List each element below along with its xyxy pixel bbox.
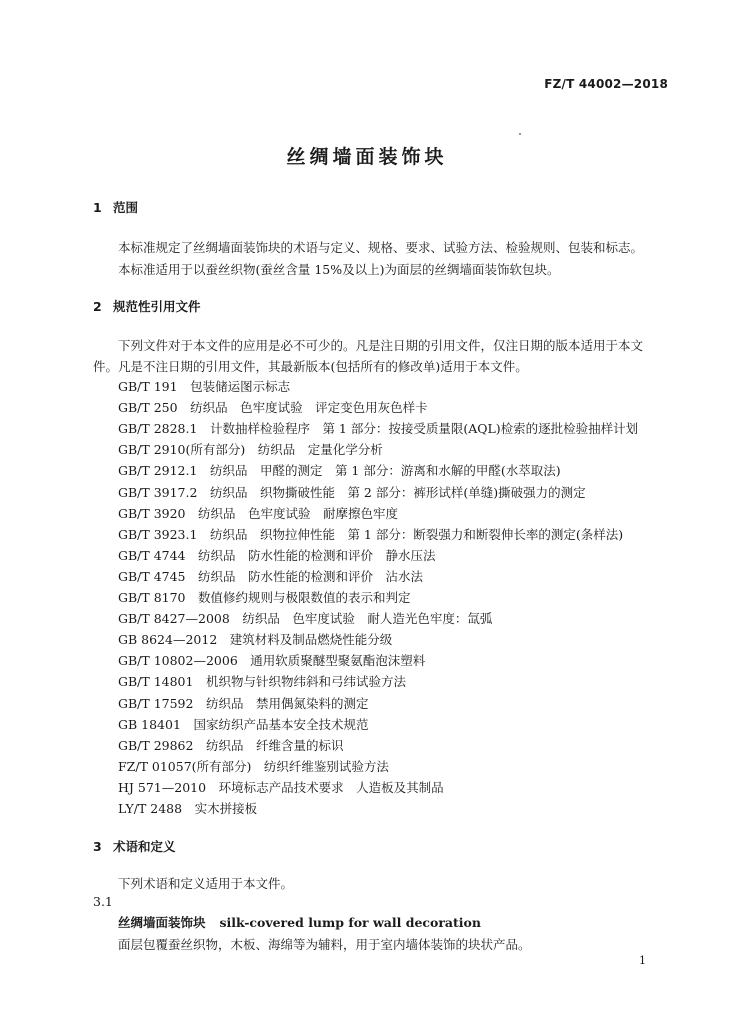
reference-title: 纺织品 甲醛的测定 第 1 部分：游离和水解的甲醛(水萃取法) <box>209 463 561 479</box>
section-2-heading <box>93 297 201 315</box>
reference-title: 计数抽样检验程序 第 1 部分：按接受质量限(AQL)检索的逐批检验抽样计划 <box>209 421 639 437</box>
reference-item <box>118 461 561 481</box>
page-number: 1 <box>639 954 646 967</box>
section-3-heading <box>93 837 176 855</box>
reference-title: 纺织品 织物拉伸性能 第 1 部分：断裂强力和断裂伸长率的测定(条样法) <box>209 526 624 542</box>
reference-item <box>118 567 423 587</box>
references-intro-line-2: 件。凡是不注日期的引用文件，其最新版本(包括所有的修改单)适用于本文件。 <box>93 359 528 374</box>
reference-code: LY/T 2488 <box>118 801 183 816</box>
reference-code: GB/T 17592 <box>118 695 194 711</box>
scope-paragraph-2: 本标准适用于以蚕丝织物(蚕丝含量 15%及以上)为面层的丝绸墙面装饰软包块。 <box>118 262 560 277</box>
term-chinese: 丝绸墙面装饰块 <box>118 915 206 930</box>
reference-code: GB/T 2910(所有部分) <box>118 442 246 458</box>
reference-item <box>118 694 369 714</box>
reference-code: GB/T 250 <box>118 400 178 416</box>
reference-title: 纺织品 防水性能的检测和评价 静水压法 <box>198 547 436 563</box>
reference-item <box>118 483 586 503</box>
reference-title: 纺织品 色牢度试验 评定变色用灰色样卡 <box>190 400 428 416</box>
section-number: 1 <box>93 200 102 215</box>
reference-code: GB/T 3923.1 <box>118 526 198 542</box>
section-title: 规范性引用文件 <box>113 299 201 314</box>
document-title: 丝绸墙面装饰块 <box>286 146 448 168</box>
reference-title: 纺织品 织物撕破性能 第 2 部分：裤形试样(单缝)撕破强力的测定 <box>209 484 586 500</box>
reference-item <box>118 651 425 671</box>
reference-code: GB/T 10802—2006 <box>118 653 238 669</box>
reference-item <box>118 715 368 735</box>
reference-item <box>118 630 392 650</box>
scope-paragraph-1: 本标准规定了丝绸墙面装饰块的术语与定义、规格、要求、试验方法、检验规则、包装和标志。 <box>118 240 644 255</box>
reference-title: 环境标志产品技术要求 人造板及其制品 <box>218 779 444 795</box>
reference-title: 纺织品 色牢度试验 耐摩擦色牢度 <box>198 505 399 521</box>
reference-item <box>118 504 398 524</box>
reference-item <box>118 546 436 566</box>
reference-title: 纺织纤维鉴别试验方法 <box>263 758 389 774</box>
reference-title: 国家纺织产品基本安全技术规范 <box>193 716 369 732</box>
section-number: 2 <box>93 299 102 314</box>
reference-item <box>118 778 444 798</box>
reference-code: GB 18401 <box>118 716 181 732</box>
reference-item <box>118 672 406 692</box>
reference-title: 纺织品 色牢度试验 耐人造光色牢度：氙弧 <box>242 611 493 627</box>
reference-item <box>118 377 290 397</box>
reference-title: 纺织品 防水性能的检测和评价 沾水法 <box>198 568 424 584</box>
section-number: 3 <box>93 839 102 854</box>
reference-code: GB/T 8170 <box>118 590 186 605</box>
terms-intro: 下列术语和定义适用于本文件。 <box>118 876 294 891</box>
references-intro-line-1: 下列文件对于本文件的应用是必不可少的。凡是注日期的引用文件，仅注日期的版本适用于本文 <box>118 338 644 353</box>
scan-speck <box>519 133 521 135</box>
reference-item <box>118 398 428 418</box>
reference-item <box>118 609 492 629</box>
reference-code: HJ 571—2010 <box>118 779 207 795</box>
reference-title: 数值修约规则与极限数值的表示和判定 <box>198 590 411 605</box>
reference-title: 机织物与针织物纬斜和弓纬试验方法 <box>205 674 406 690</box>
reference-code: GB/T 4744 <box>118 547 186 563</box>
reference-title: 实木拼接板 <box>194 801 258 816</box>
reference-item <box>118 440 383 460</box>
reference-title: 建筑材料及制品燃烧性能分级 <box>229 632 393 648</box>
term-english: silk-covered lump for wall decoration <box>219 915 481 930</box>
reference-item <box>118 736 344 756</box>
reference-code: GB/T 2828.1 <box>118 421 198 437</box>
reference-title: 纺织品 纤维含量的标识 <box>205 737 344 753</box>
section-title: 范围 <box>113 200 139 215</box>
standard-code: FZ/T 44002—2018 <box>544 77 668 91</box>
reference-item <box>118 419 638 439</box>
term-heading <box>118 913 481 931</box>
reference-code: GB/T 2912.1 <box>118 463 198 479</box>
section-1-heading <box>93 198 138 216</box>
reference-code: GB/T 8427—2008 <box>118 611 230 627</box>
reference-title: 纺织品 禁用偶氮染料的测定 <box>205 695 369 711</box>
term-number: 3.1 <box>93 894 113 909</box>
reference-title: 通用软质聚醚型聚氨酯泡沫塑料 <box>250 653 426 669</box>
reference-code: GB/T 191 <box>118 379 178 394</box>
reference-code: FZ/T 01057(所有部分) <box>118 758 252 774</box>
reference-code: GB 8624—2012 <box>118 632 218 648</box>
reference-code: GB/T 3920 <box>118 505 186 521</box>
reference-title: 包装储运图示标志 <box>190 379 291 394</box>
reference-code: GB/T 29862 <box>118 737 194 753</box>
section-title: 术语和定义 <box>113 839 176 854</box>
reference-item <box>118 588 411 608</box>
reference-item <box>118 525 623 545</box>
term-definition: 面层包覆蚕丝织物，木板、海绵等为辅料，用于室内墙体装饰的块状产品。 <box>118 937 531 952</box>
reference-item <box>118 757 389 777</box>
reference-code: GB/T 4745 <box>118 568 186 584</box>
reference-code: GB/T 3917.2 <box>118 484 198 500</box>
reference-item <box>118 799 257 819</box>
reference-code: GB/T 14801 <box>118 674 194 690</box>
reference-title: 纺织品 定量化学分析 <box>257 442 383 458</box>
